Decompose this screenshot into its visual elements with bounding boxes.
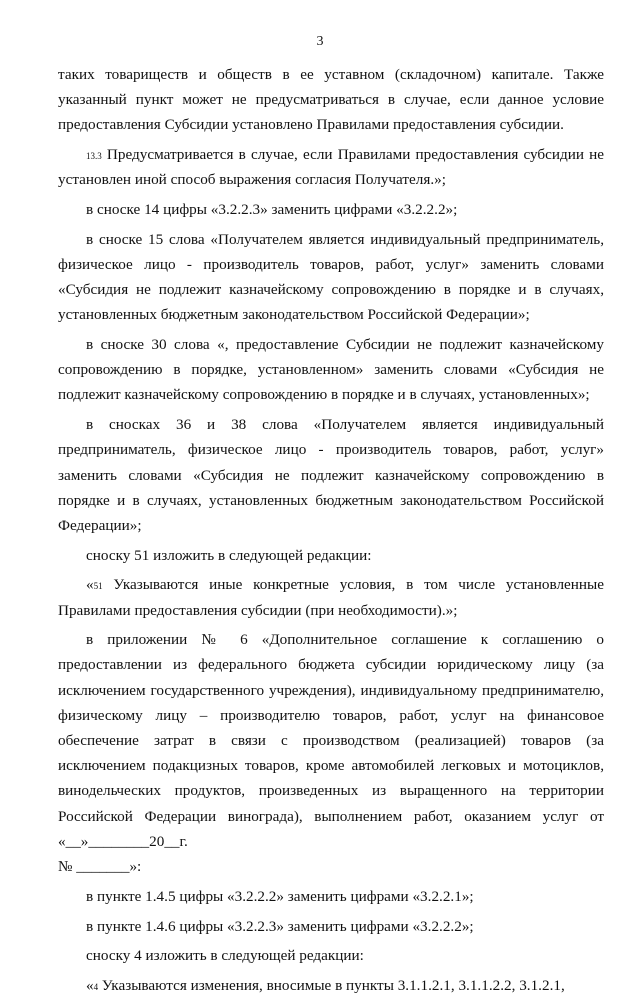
footnote-marker: 51 bbox=[93, 581, 103, 592]
paragraph-text-end: № _______»: bbox=[58, 858, 142, 876]
document-body bbox=[58, 62, 604, 1003]
paragraph-point-1-4-6: в пункте 1.4.6 цифры «3.2.2.3» заменить цифрами «3.2.2.2»; bbox=[86, 917, 474, 935]
paragraph-footnote-15: в сноске 15 слова «Получателем является индивидуальный предприниматель, физическое лицо - производитель товаров, работ, услуг» заменить словами «Субсидия не подлежит казначейскому сопровождению в порядке и в случаях, установленных бюджетным законодательством Российской Федерации»; bbox=[58, 230, 604, 324]
paragraph-footnote-30: в сноске 30 слова «, предоставление Субсидии не подлежит казначейскому сопровождению в порядке, установленном» заменить словами «Субсидия не подлежит казначейскому сопровождению в порядке и в случаях, установленных»; bbox=[58, 336, 604, 404]
paragraph-footnote-13-3 bbox=[58, 142, 604, 192]
paragraph-text: Предусматривается в случае, если Правилами предоставления субсидии не установлен иной способ выражения согласия Получателя.»; bbox=[58, 146, 605, 189]
paragraph-footnote-14: в сноске 14 цифры «3.2.2.3» заменить цифрами «3.2.2.2»; bbox=[86, 201, 458, 219]
page-number: 3 bbox=[316, 34, 324, 49]
footnote-marker: 13.3 bbox=[86, 151, 102, 162]
paragraph-text: таких товариществ и обществ в ее уставном (складочном) капитале. Также указанный пункт может не предусматриваться в случае, если данное условие предоставления Субсидии установлено Правилами предоставления субсидии. bbox=[58, 66, 604, 134]
footnote-marker: 4 bbox=[93, 981, 99, 992]
paragraph-text: в приложении № 6 «Дополнительное соглашение к соглашению о предоставлении из федерального бюджета субсидии юридическому лицу (за исключением государственного учреждения), индивидуальному предпринимателю, физическому лицу – производителю товаров, работ, услуг на финансовое обеспечение затрат в связи с производством (реализацией) товаров (за исключением подакцизных товаров, кроме автомобилей легковых и мотоциклов, винодельческих продуктов, произведенных из выращенного на территории Российской Федерации винограда), выполнением работ, оказанием услуг от «__»________20__г. bbox=[58, 631, 604, 850]
paragraph-appendix-6 bbox=[58, 627, 604, 879]
paragraph-footnote-51-text bbox=[58, 572, 604, 622]
paragraph-text: Указываются иные конкретные условия, в том числе установленные Правилами предоставления субсидии (при необходимости).»; bbox=[58, 576, 604, 619]
paragraph-footnote-51: сноску 51 изложить в следующей редакции: bbox=[86, 546, 372, 564]
open-quote: « bbox=[86, 976, 94, 994]
paragraph-footnote-4: сноску 4 изложить в следующей редакции: bbox=[86, 947, 364, 965]
paragraph-text: Указываются изменения, вносимые в пункты 3.1.1.2.1, 3.1.1.2.2, 3.1.2.1, bbox=[98, 976, 565, 994]
paragraph-point-1-4-5: в пункте 1.4.5 цифры «3.2.2.2» заменить цифрами «3.2.2.1»; bbox=[86, 887, 474, 905]
paragraph-continuation bbox=[58, 62, 604, 138]
paragraph-footnote-4-text bbox=[58, 973, 604, 998]
paragraph-footnotes-36-38: в сносках 36 и 38 слова «Получателем является индивидуальный предприниматель, физическое лицо - производитель товаров, работ, услуг» заменить словами «Субсидия не подлежит казначейскому сопровождению в порядке и в случаях, установленных бюджетным законодательством Российской Федерации»; bbox=[58, 416, 604, 534]
open-quote: « bbox=[86, 576, 94, 594]
